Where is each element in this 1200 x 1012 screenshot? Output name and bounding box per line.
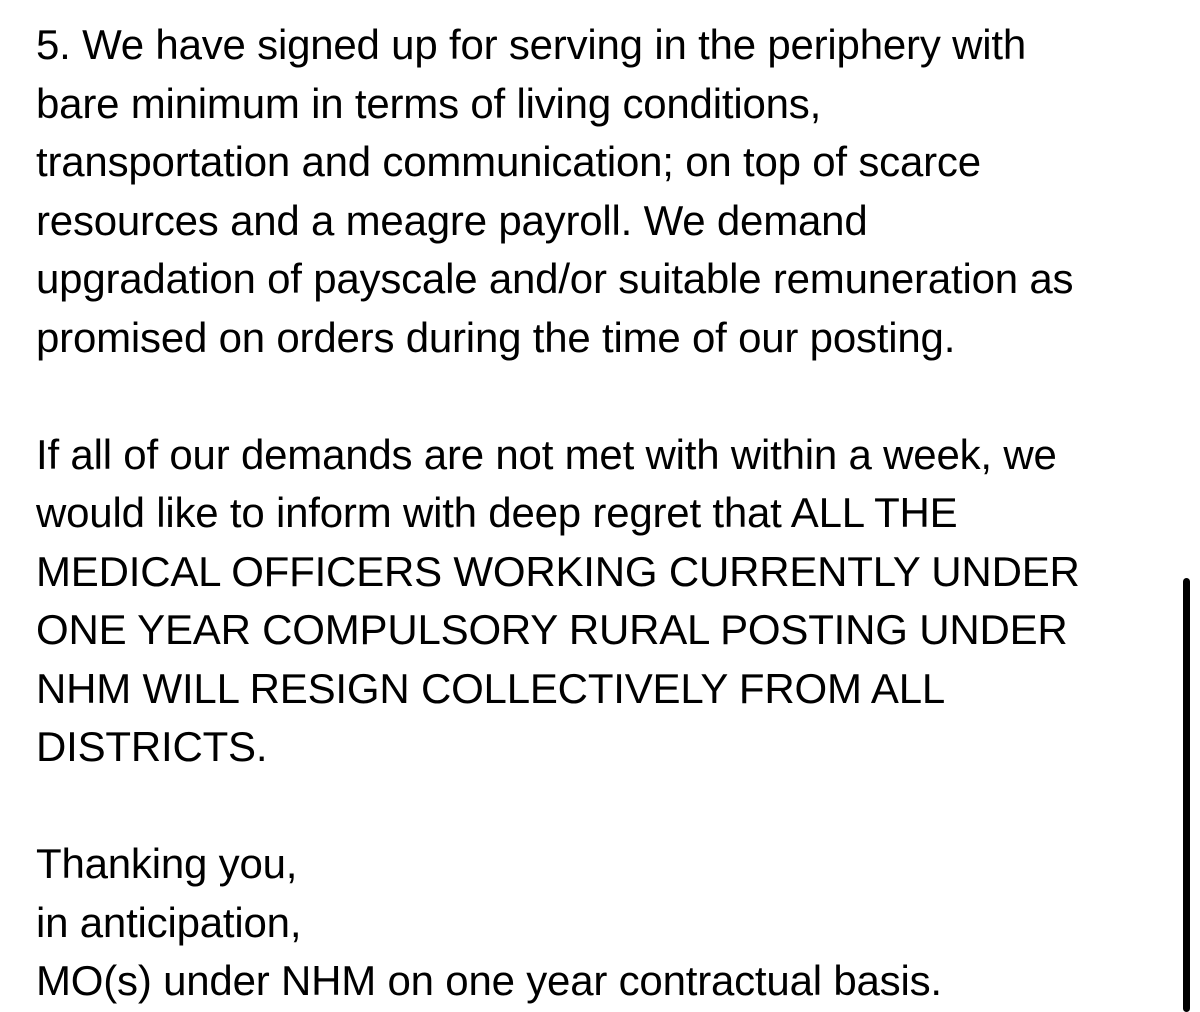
text-line: upgradation of payscale and/or suitable remuneration as [36, 255, 1074, 302]
ultimatum-paragraph [36, 426, 1176, 777]
text-line: transportation and communication; on top of scarce [36, 138, 981, 185]
text-line: DISTRICTS. [36, 723, 268, 770]
text-line: promised on orders during the time of our posting. [36, 313, 956, 361]
text-line: If all of our demands are not met with within a week, we [36, 430, 1057, 478]
text-line: in anticipation, [36, 898, 302, 946]
note-body[interactable] [36, 16, 1176, 1011]
text-line: ONE YEAR COMPULSORY RURAL POSTING UNDER [36, 606, 1068, 653]
text-line: bare minimum in terms of living conditions, [36, 79, 822, 127]
text-line: MO(s) under NHM on one year contractual basis. [36, 957, 942, 1004]
demand-paragraph [36, 16, 1176, 367]
text-line: NHM WILL RESIGN COLLECTIVELY FROM ALL [36, 664, 946, 712]
text-line: MEDICAL OFFICERS WORKING CURRENTLY UNDER [36, 547, 1080, 595]
closing-signature [36, 835, 1176, 1011]
paragraph-gap [36, 367, 1176, 426]
paragraph-gap [36, 777, 1176, 836]
vertical-scrollbar[interactable] [1183, 578, 1190, 1012]
text-line: 5. We have signed up for serving in the periphery with [36, 21, 1026, 68]
text-line: Thanking you, [36, 840, 298, 887]
text-line: would like to inform with deep regret that ALL THE [36, 489, 958, 536]
text-line: resources and a meagre payroll. We demand [36, 196, 868, 244]
